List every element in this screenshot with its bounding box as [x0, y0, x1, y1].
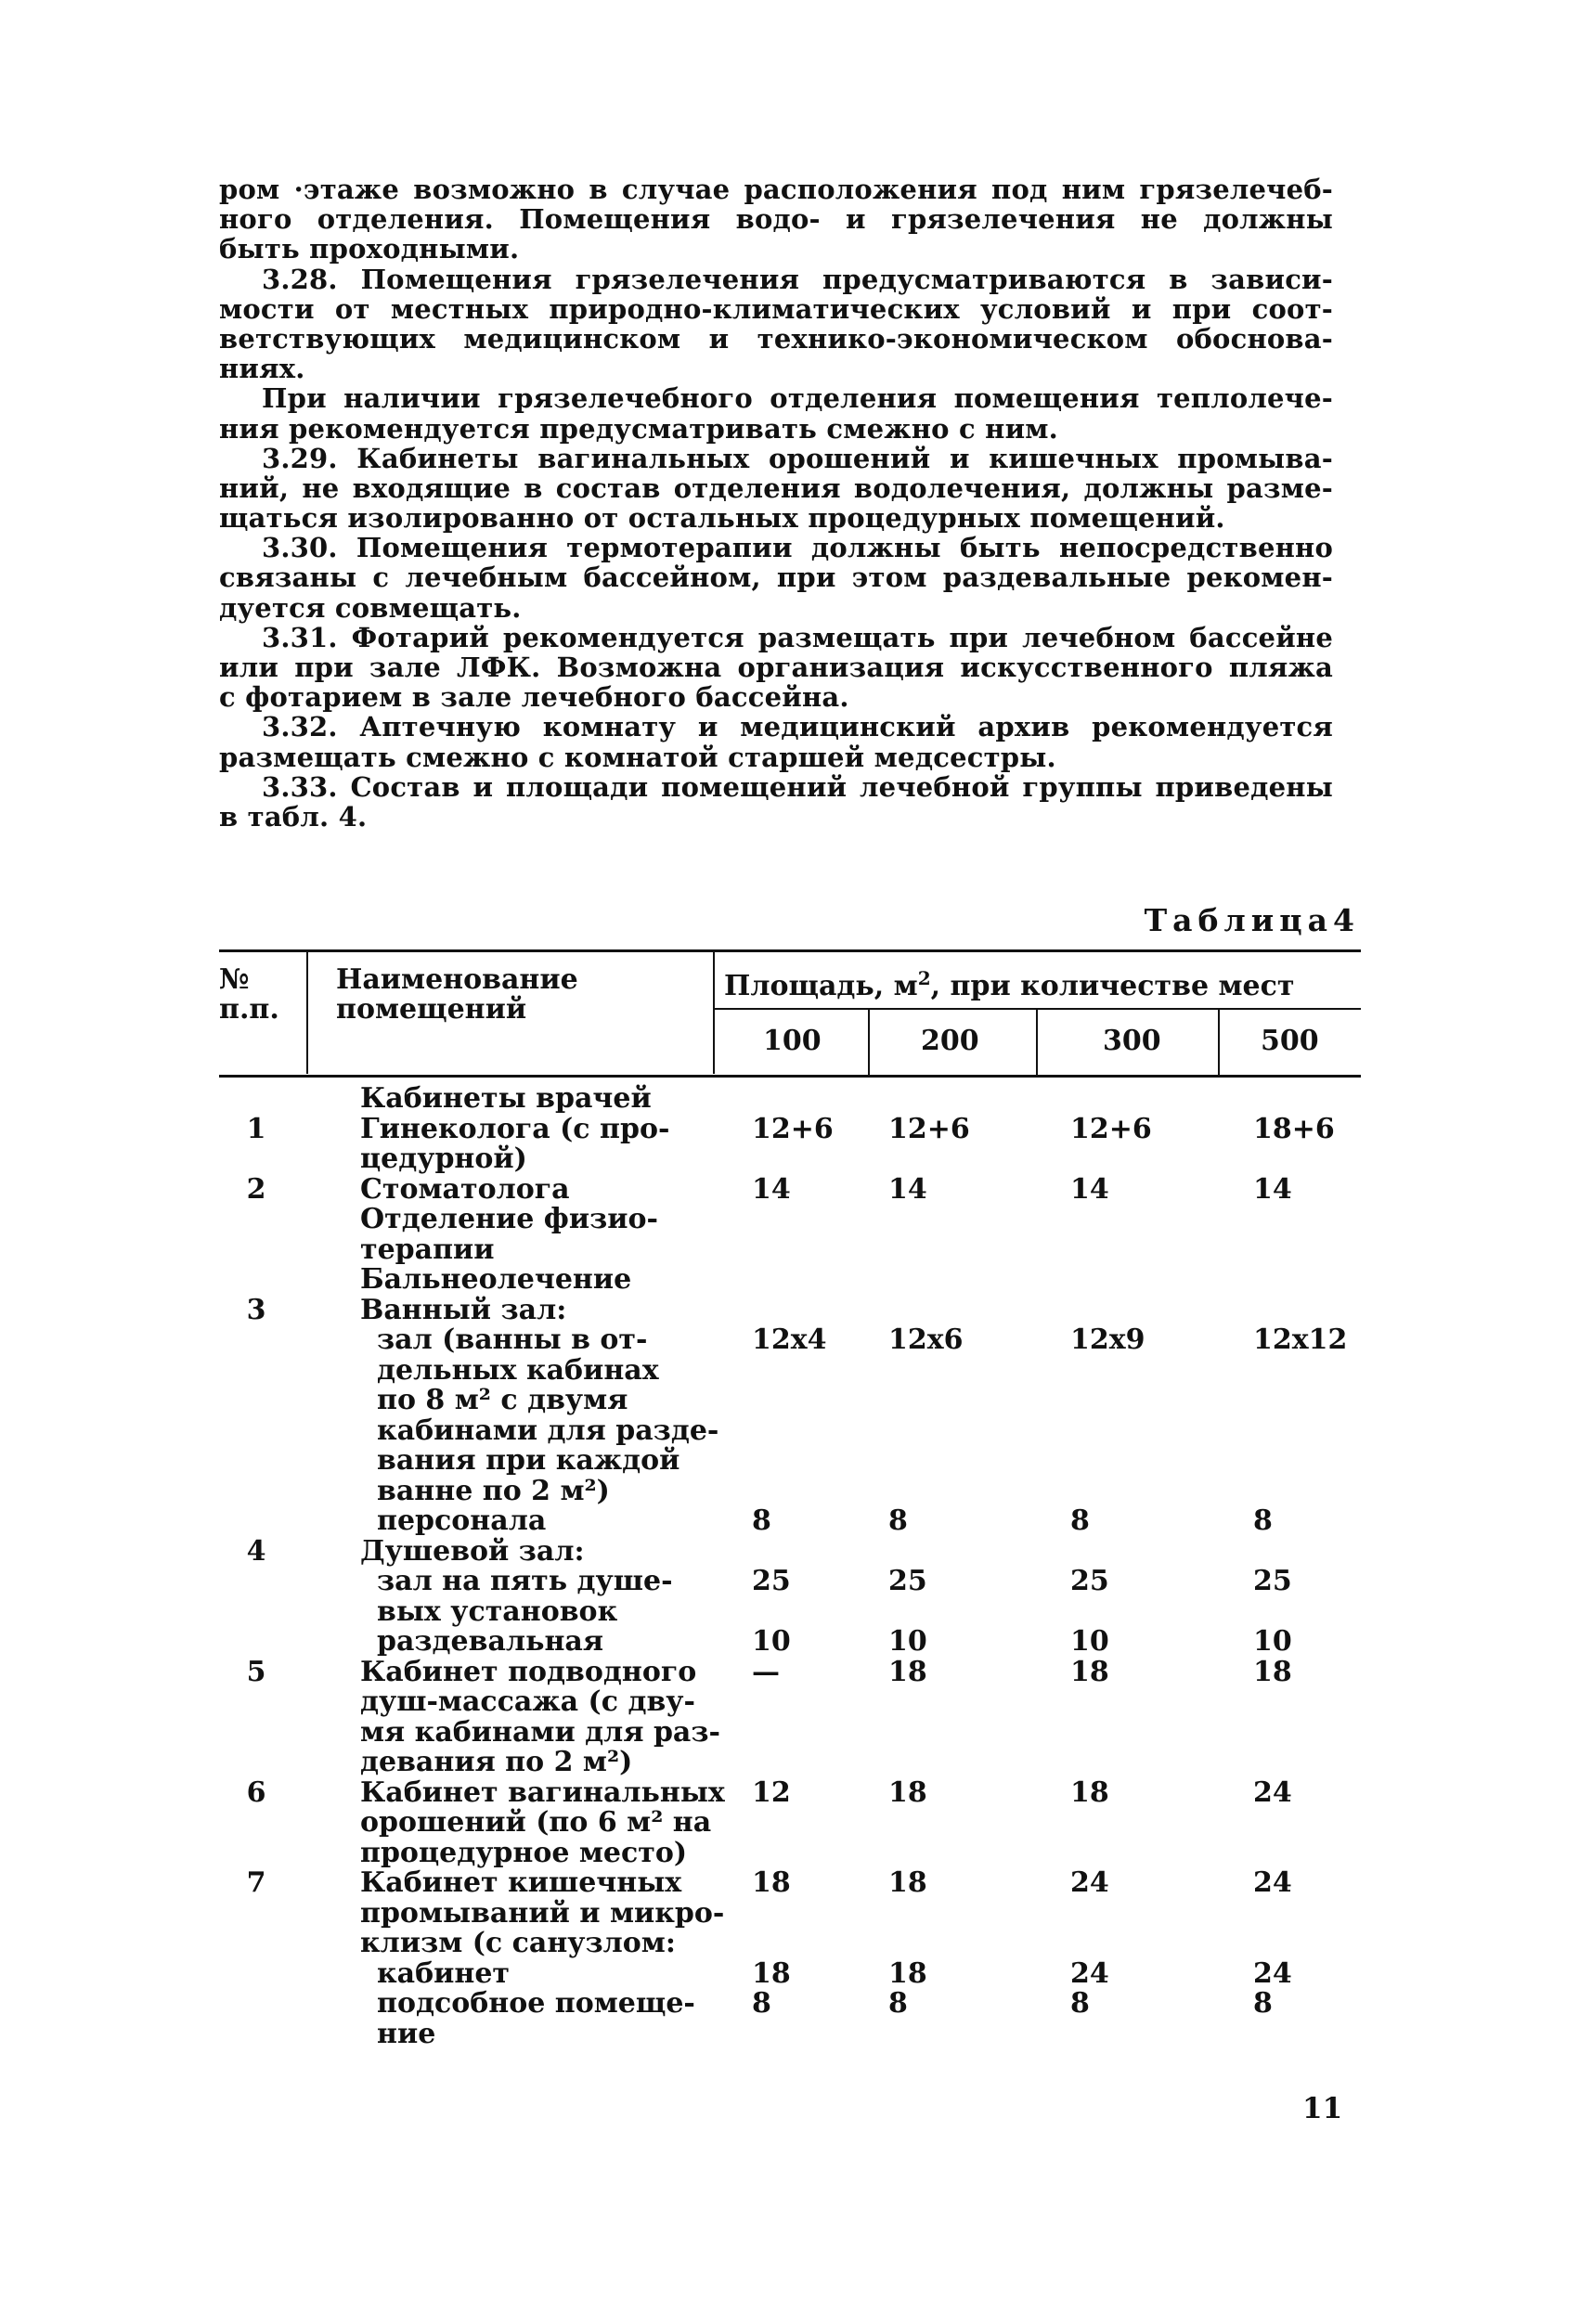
- table-top-rule: [219, 949, 1361, 952]
- row-value-col-300: 8: [1070, 1987, 1090, 2020]
- table-row: [219, 1112, 1361, 1175]
- row-value-col-300: 10: [1070, 1625, 1109, 1658]
- text-line: 3.28. Помещения грязелечения предусматриваются в зависи-: [262, 263, 1333, 295]
- table-row: [219, 1989, 1361, 2049]
- row-value-col-100: 12x4: [752, 1323, 827, 1356]
- table-row: [219, 1172, 1361, 1206]
- row-value-col-100: 18: [752, 1866, 791, 1899]
- text-line: мости от местных природно-климатических условий и при соот-: [219, 292, 1333, 325]
- row-value-col-200: 12+6: [888, 1112, 970, 1145]
- row-name: Стоматолога: [360, 1172, 570, 1206]
- row-value-col-100: 18: [752, 1956, 791, 1990]
- row-value-col-500: 24: [1253, 1775, 1292, 1809]
- row-value-col-500: 24: [1253, 1866, 1292, 1899]
- row-value-col-300: 25: [1070, 1565, 1109, 1597]
- header-num-line2: п.п.: [219, 993, 279, 1026]
- row-value-col-300: 18: [1070, 1655, 1109, 1688]
- row-name: Кабинет подводного душ-массажа (с дву- мя кабинами для раз- девания по 2 м²): [360, 1655, 720, 1778]
- row-number: 4: [246, 1534, 266, 1568]
- row-value-col-300: 24: [1070, 1866, 1109, 1899]
- col-divider-name: [713, 949, 715, 1074]
- text-line: При наличии грязелечебного отделения помещения теплолече-: [262, 382, 1333, 415]
- row-name: зал (ванны в от- дельных кабинах по 8 м² с двумя кабинами для разде- вания при каждой ванне по 2 м²): [377, 1323, 719, 1507]
- row-value-col-300: 8: [1070, 1504, 1090, 1537]
- table-row: [219, 1567, 1361, 1627]
- row-value-col-500: 18: [1253, 1655, 1292, 1688]
- row-value-col-500: 14: [1253, 1172, 1292, 1206]
- row-name: Кабинеты врачей: [360, 1082, 652, 1115]
- header-num-line1: №: [219, 963, 250, 996]
- row-value-col-100: 25: [752, 1565, 791, 1597]
- table-row: [219, 1868, 1361, 1959]
- header-col-100: 100: [763, 1025, 822, 1057]
- row-value-col-300: 12x9: [1070, 1323, 1145, 1356]
- row-value-col-200: 18: [888, 1655, 927, 1688]
- text-line: ром ·этаже возможно в случае расположения под ним грязелечеб-: [219, 174, 1333, 205]
- text-line: ветствующих медицинском и технико-экономическом обоснова-: [219, 322, 1333, 355]
- row-number: 1: [246, 1112, 266, 1145]
- row-value-col-200: 18: [888, 1866, 927, 1899]
- row-number: 2: [246, 1172, 266, 1206]
- row-name: кабинет: [377, 1956, 510, 1990]
- row-value-col-100: 14: [752, 1172, 791, 1206]
- row-value-col-100: 10: [752, 1625, 791, 1658]
- text-line: ниях.: [219, 353, 305, 385]
- row-value-col-200: 18: [888, 1775, 927, 1809]
- row-value-col-300: 12+6: [1070, 1112, 1152, 1145]
- text-line: связаны с лечебным бассейном, при этом раздевальные рекомен-: [219, 562, 1333, 594]
- row-number: 6: [246, 1775, 266, 1809]
- row-name: Бальнеолечение: [360, 1263, 632, 1296]
- table-row: [219, 1205, 1361, 1265]
- row-value-col-500: 24: [1253, 1956, 1292, 1990]
- header-name-line1: Наименование: [336, 963, 578, 996]
- row-name: Кабинет кишечных промываний и микро- клизм (с санузлом:: [360, 1866, 725, 1959]
- table-row: [219, 1655, 1361, 1778]
- header-area-suffix: , при количестве мест: [930, 970, 1295, 1002]
- text-line: ния рекомендуется предусматривать смежно с ним.: [219, 412, 1058, 445]
- page-number: 11: [1302, 2092, 1343, 2125]
- row-value-col-200: 12x6: [888, 1323, 964, 1356]
- table-caption: Таблица4: [1144, 902, 1360, 938]
- text-line: 3.30. Помещения термотерапии должны быть непосредственно: [262, 532, 1333, 564]
- text-line: дуется совмещать.: [219, 591, 522, 624]
- text-line: быть проходными.: [219, 233, 520, 265]
- row-name: раздевальная: [377, 1625, 603, 1658]
- row-name: персонала: [377, 1504, 547, 1537]
- table-row: [219, 1325, 1361, 1506]
- row-value-col-300: 18: [1070, 1775, 1109, 1809]
- text-line: или при зале ЛФК. Возможна организация искусственного пляжа: [219, 652, 1333, 683]
- text-line: ний, не входящие в состав отделения водолечения, должны разме-: [219, 471, 1333, 504]
- table-row: [219, 1265, 1361, 1296]
- header-area-sup: 2: [917, 967, 931, 989]
- table-row: [219, 1627, 1361, 1658]
- row-value-col-200: 18: [888, 1956, 927, 1990]
- row-value-col-100: 12: [752, 1775, 791, 1809]
- row-name: Ванный зал:: [360, 1293, 567, 1326]
- text-line: 3.29. Кабинеты вагинальных орошений и кишечных промыва-: [262, 442, 1333, 474]
- text-line: размещать смежно с комнатой старшей медсестры.: [219, 741, 1056, 773]
- row-value-col-300: 24: [1070, 1956, 1109, 1990]
- body-text: [219, 174, 1333, 832]
- row-name: Отделение физио- терапии: [360, 1203, 658, 1266]
- text-line: щаться изолированно от остальных процедурных помещений.: [219, 502, 1225, 535]
- header-name-line2: помещений: [336, 993, 527, 1026]
- header-col-300: 300: [1103, 1025, 1161, 1057]
- row-value-col-500: 8: [1253, 1504, 1273, 1537]
- header-bottom-rule: [219, 1075, 1361, 1078]
- row-value-col-100: 8: [752, 1504, 771, 1537]
- text-line: 3.32. Аптечную комнату и медицинский архив рекомендуется: [262, 711, 1333, 743]
- header-area: [724, 963, 1295, 1001]
- text-line: с фотарием в зале лечебного бассейна.: [219, 681, 849, 714]
- text-line: 3.31. Фотарий рекомендуется размещать при лечебном бассейне: [262, 621, 1333, 653]
- text-line: ного отделения. Помещения водо- и грязелечения не должны: [219, 203, 1333, 236]
- table-row: [219, 1534, 1361, 1568]
- row-name: Гинеколога (с про- цедурной): [360, 1112, 670, 1175]
- row-value-col-200: 14: [888, 1172, 927, 1206]
- text-line: в табл. 4.: [219, 800, 368, 833]
- row-value-col-500: 10: [1253, 1625, 1292, 1658]
- col-divider-num: [306, 949, 308, 1074]
- row-value-col-200: 25: [888, 1565, 927, 1597]
- table-row: [219, 1956, 1361, 1990]
- row-value-col-200: 10: [888, 1625, 927, 1658]
- table-row: [219, 1084, 1361, 1115]
- table-row: [219, 1775, 1361, 1869]
- row-number: 3: [246, 1293, 266, 1326]
- col-divider-300: [1036, 1010, 1038, 1075]
- row-value-col-100: —: [752, 1655, 780, 1688]
- text-line: 3.33. Состав и площади помещений лечебной группы приведены: [262, 770, 1333, 803]
- col-divider-200: [868, 1010, 870, 1075]
- row-value-col-500: 25: [1253, 1565, 1292, 1597]
- row-value-col-500: 12x12: [1253, 1323, 1348, 1356]
- row-value-col-200: 8: [888, 1504, 908, 1537]
- row-value-col-300: 14: [1070, 1172, 1109, 1206]
- header-col-500: 500: [1261, 1025, 1319, 1057]
- row-number: 7: [246, 1866, 266, 1899]
- table-row: [219, 1293, 1361, 1326]
- row-value-col-100: 12+6: [752, 1112, 834, 1145]
- row-name: Кабинет вагинальных орошений (по 6 м² на процедурное место): [360, 1775, 725, 1869]
- row-value-col-500: 8: [1253, 1987, 1273, 2020]
- row-name: подсобное помеще- ние: [377, 1987, 695, 2050]
- row-name: зал на пять душе- вых установок: [377, 1565, 673, 1628]
- row-value-col-500: 18+6: [1253, 1112, 1335, 1145]
- row-value-col-200: 8: [888, 1987, 908, 2020]
- row-value-col-100: 8: [752, 1987, 771, 2020]
- table-row: [219, 1506, 1361, 1537]
- header-col-200: 200: [921, 1025, 979, 1057]
- col-divider-500: [1218, 1010, 1220, 1075]
- row-number: 5: [246, 1655, 266, 1688]
- header-area-prefix: Площадь, м: [724, 970, 918, 1002]
- row-name: Душевой зал:: [360, 1534, 585, 1568]
